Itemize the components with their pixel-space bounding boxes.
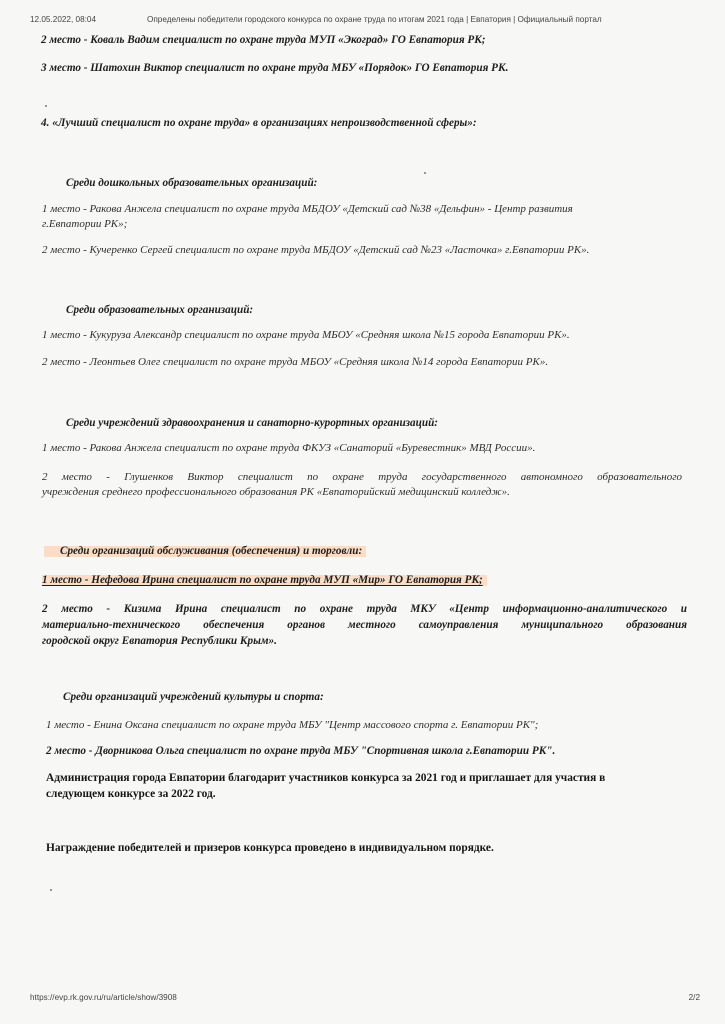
- service-second-line3: городской округ Евпатория Республики Крым».: [42, 635, 277, 647]
- preschool-first-line2: г.Евпатории РК»;: [42, 218, 128, 230]
- scan-speck: [45, 105, 47, 107]
- health-second-line2: учреждения среднего профессионального образования РК «Евпаторийский медицинский колледж».: [42, 486, 510, 498]
- service-second-line2: материально-технического обеспечения органов местного самоуправления муниципального образования: [42, 619, 687, 631]
- winner-line-3rd: 3 место - Шатохин Виктор специалист по охране труда МБУ «Порядок» ГО Евпатория РК.: [41, 62, 509, 74]
- thanks-line2: следующем конкурсе за 2022 год.: [46, 788, 216, 800]
- section-heading-service: Среди организаций обслуживания (обеспечения) и торговли:: [44, 546, 366, 557]
- print-footer: [30, 993, 700, 1002]
- section-heading-education: Среди образовательных организаций:: [66, 304, 254, 316]
- winner-line-2nd: 2 место - Коваль Вадим специалист по охране труда МУП «Экоград» ГО Евпатория РК;: [41, 34, 486, 46]
- culture-second: 2 место - Дворникова Ольга специалист по охране труда МБУ "Спортивная школа г.Евпатории РК".: [46, 745, 556, 757]
- print-timestamp: 12.05.2022, 08:04: [30, 15, 97, 24]
- page-number: 2/2: [688, 993, 700, 1002]
- education-first: 1 место - Кукуруза Александр специалист по охране труда МБОУ «Средняя школа №15 города Евпатории РК».: [42, 329, 570, 341]
- preschool-second: 2 место - Кучеренко Сергей специалист по охране труда МБДОУ «Детский сад №23 «Ласточка» г.Евпатории РК».: [42, 244, 590, 256]
- culture-first: 1 место - Енина Оксана специалист по охране труда МБУ "Центр массового спорта г. Евпатории РК";: [46, 719, 539, 731]
- health-second-line1: 2 место - Глушенков Виктор специалист по охране труда государственного автономного образовательного: [42, 471, 682, 483]
- preschool-first-line1: 1 место - Ракова Анжела специалист по охране труда МБДОУ «Детский сад №38 «Дельфин» - Центр развития: [42, 203, 573, 215]
- page-title: Определены победители городского конкурса по охране труда по итогам 2021 года | Евпатория | Официальный портал: [147, 15, 602, 24]
- nomination-heading: 4. «Лучший специалист по охране труда» в организациях непроизводственной сферы»:: [41, 117, 477, 129]
- section-heading-health: Среди учреждений здравоохранения и санаторно-курортных организаций:: [66, 417, 439, 429]
- award-note: Награждение победителей и призеров конкурса проведено в индивидуальном порядке.: [46, 842, 494, 854]
- section-heading-preschool: Среди дошкольных образовательных организаций:: [66, 177, 318, 189]
- service-second-line1: 2 место - Кизима Ирина специалист по охране труда МКУ «Центр информационно-аналитического и: [42, 603, 687, 615]
- scan-speck: [424, 172, 426, 174]
- health-first: 1 место - Ракова Анжела специалист по охране труда ФКУЗ «Санаторий «Буревестник» МВД России».: [42, 442, 536, 454]
- page-url: https://evp.rk.gov.ru/ru/article/show/3908: [30, 993, 177, 1002]
- education-second: 2 место - Леонтьев Олег специалист по охране труда МБОУ «Средняя школа №14 города Евпатории РК».: [42, 356, 549, 368]
- service-first: 1 место - Нефедова Ирина специалист по охране труда МУП «Мир» ГО Евпатория РК;: [42, 575, 487, 586]
- thanks-line1: Администрация города Евпатории благодарит участников конкурса за 2021 год и приглашает для участия в: [46, 772, 606, 784]
- scan-speck: [50, 889, 52, 891]
- section-heading-culture: Среди организаций учреждений культуры и спорта:: [63, 691, 324, 703]
